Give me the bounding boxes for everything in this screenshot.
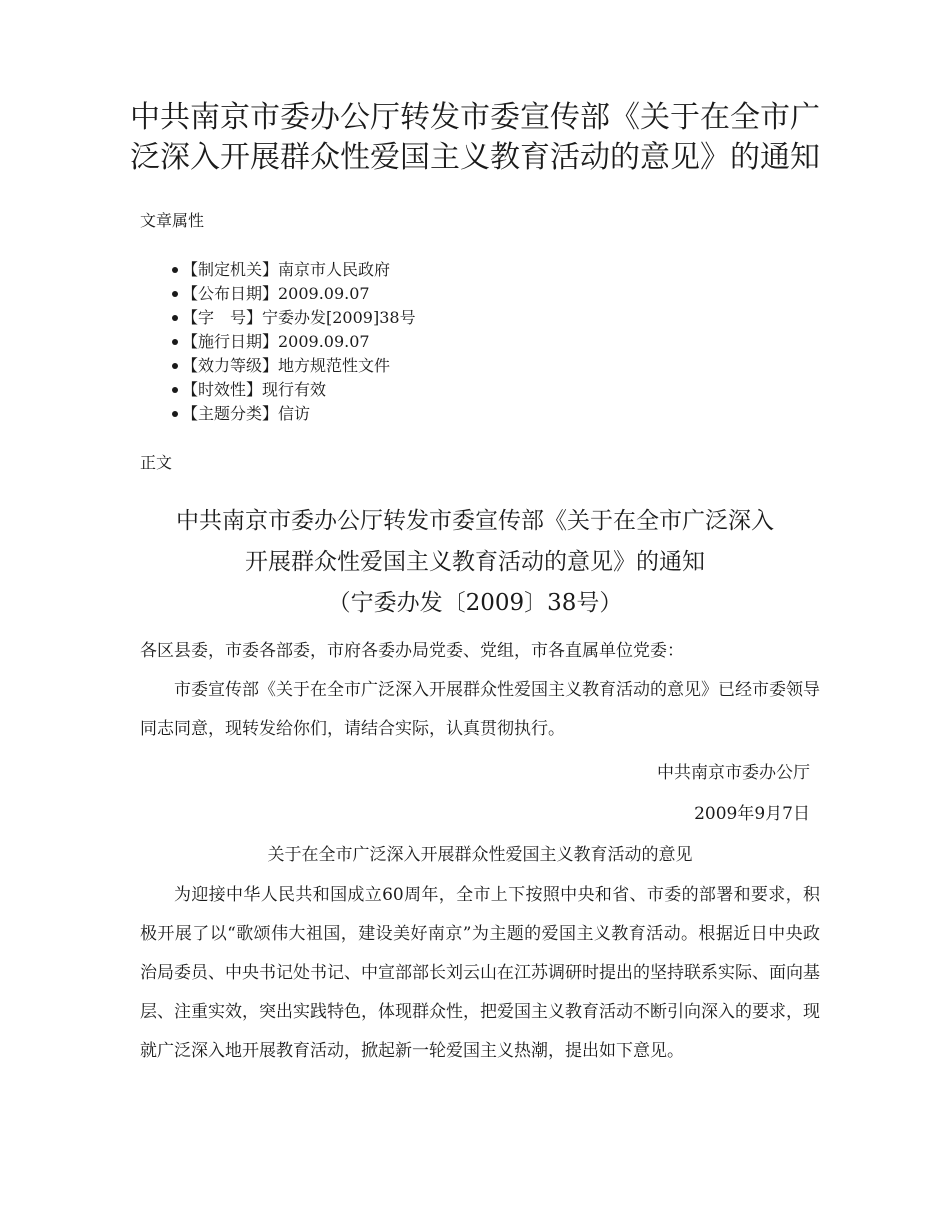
bullet-icon [172,315,178,321]
opinion-paragraph: 为迎接中华人民共和国成立60周年，全市上下按照中央和省、市委的部署和要求，积极开展了以“歌颂伟大祖国，建设美好南京”为主题的爱国主义教育活动。根据近日中央政治局委员、中央书记处书记、中宣部部长刘云山在江苏调研时提出的坚持联系实际、面向基层、注重实效，突出实践特色，体现群众性，把爱国主义教育活动不断引向深入的要求，现就广泛深入地开展教育活动，掀起新一轮爱国主义热潮，提出如下意见。 [140,885,820,1061]
attributes-label: 文章属性 [140,211,205,230]
bullet-icon [172,339,178,345]
bullet-icon [172,363,178,369]
bullet-icon [172,411,178,417]
attribute-item: 【制定机关】南京市人民政府 [182,258,416,282]
signature: 中共南京市委办公厅 [657,763,810,783]
document-title: 中共南京市委办公厅转发市委宣传部《关于在全市广泛深入开展群众性爱国主义教育活动的意见》的通知 [130,100,820,175]
body-label: 正文 [140,453,173,472]
forwarding-paragraph: 市委宣传部《关于在全市广泛深入开展群众性爱国主义教育活动的意见》已经市委领导同志同意，现转发给你们，请结合实际，认真贯彻执行。 [140,680,820,739]
salutation: 各区县委，市委各部委，市府各委办局党委、党组，市各直属单位党委： [140,641,684,661]
bullet-icon [172,291,178,297]
attribute-item: 【主题分类】信访 [182,402,416,426]
bullet-icon [172,387,178,393]
attribute-item: 【效力等级】地方规范性文件 [182,354,416,378]
document-number: （宁委办发〔2009〕38号） [327,590,623,616]
body-title-line: 中共南京市委办公厅转发市委宣传部《关于在全市广泛深入 [176,508,774,534]
attributes-list [182,258,416,426]
attribute-item: 【公布日期】2009.09.07 [182,282,416,306]
attribute-item: 【时效性】现行有效 [182,378,416,402]
attribute-item: 【字 号】宁委办发[2009]38号 [182,306,416,330]
attribute-item: 【施行日期】2009.09.07 [182,330,416,354]
body-title-line: 开展群众性爱国主义教育活动的意见》的通知 [245,549,705,575]
bullet-icon [172,267,178,273]
issue-date: 2009年9月7日 [694,804,810,824]
body-title [130,501,820,624]
opinion-title: 关于在全市广泛深入开展群众性爱国主义教育活动的意见 [267,845,693,865]
